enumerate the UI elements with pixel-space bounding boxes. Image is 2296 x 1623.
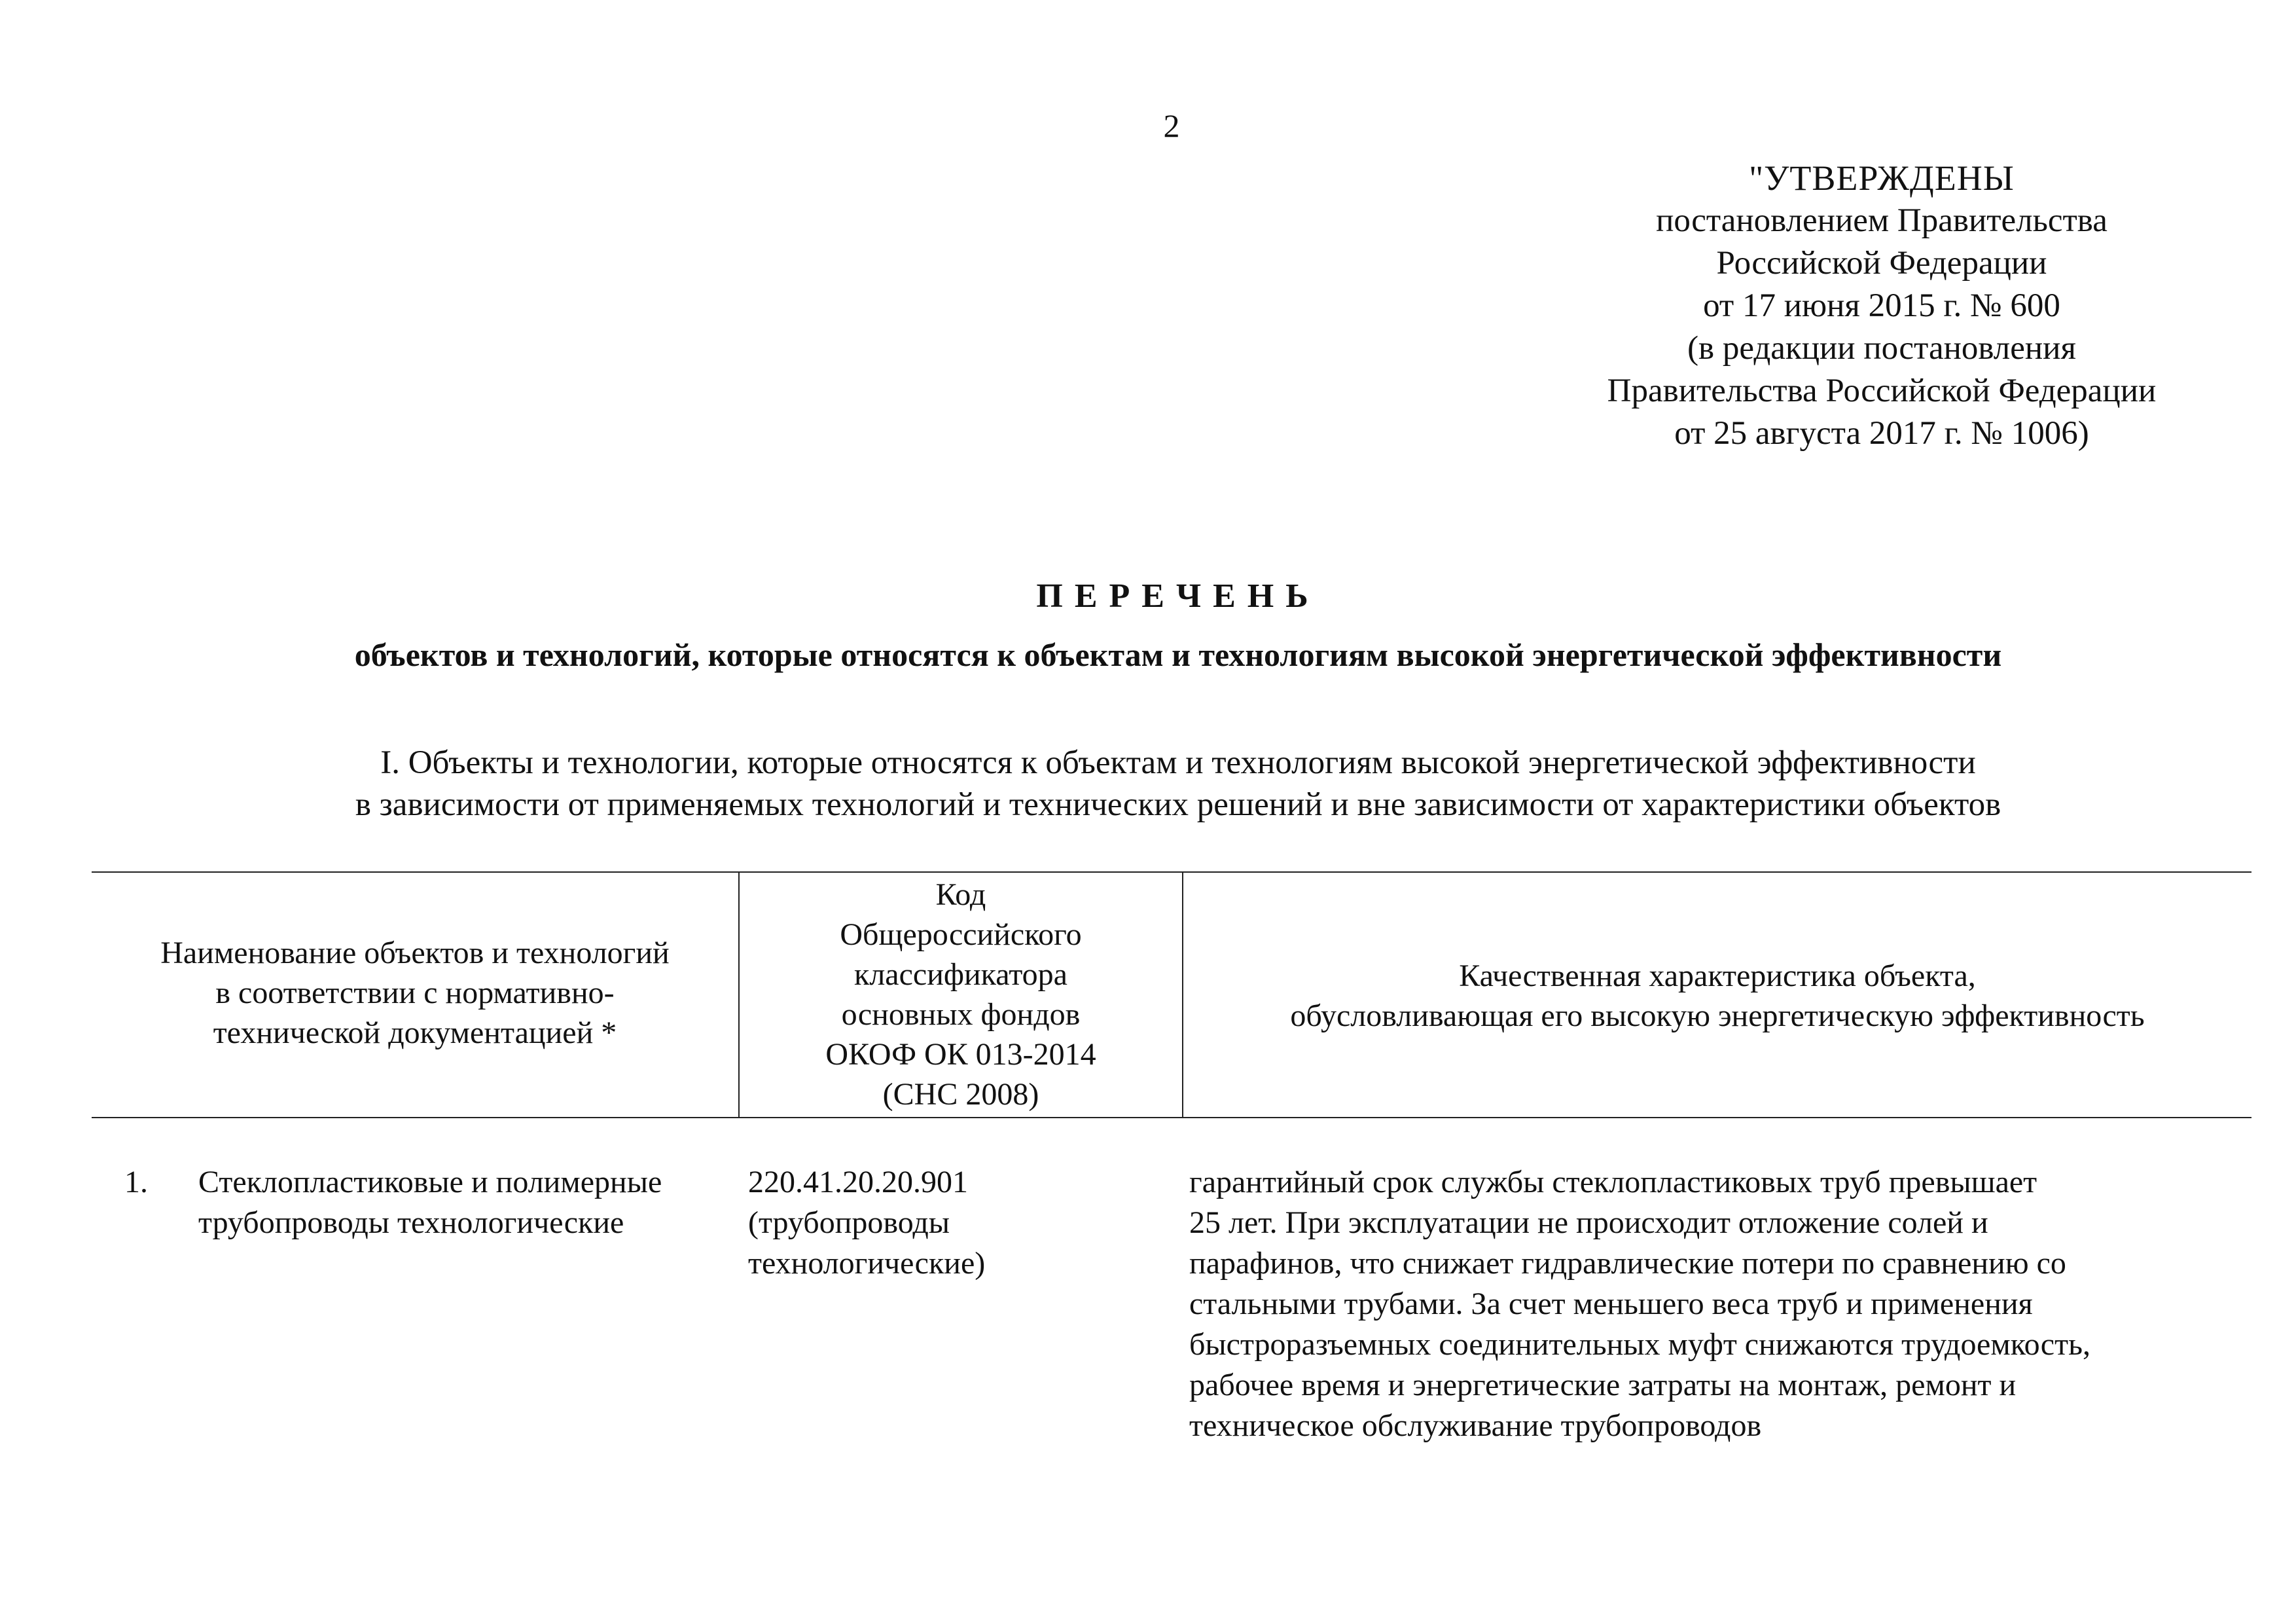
header-line: Наименование объектов и технологий (160, 936, 670, 970)
approval-line: от 25 августа 2017 г. № 1006) (1674, 415, 2089, 452)
header-line: Качественная характеристика объекта, (1459, 958, 1976, 993)
header-line: Код (935, 877, 986, 912)
approval-line: Правительства Российской Федерации (1607, 373, 2157, 409)
cell-line: 220.41.20.20.901 (748, 1165, 968, 1199)
header-line: Общероссийского (840, 917, 1082, 952)
cell-line: рабочее время и энергетические затраты на монтаж, ремонт и (1189, 1368, 2017, 1402)
section-heading-line: I. Объекты и технологии, которые относятся к объектам и технологиям высокой энергетической эффективности (380, 744, 1976, 781)
cell-line: парафинов, что снижает гидравлические потери по сравнению со (1189, 1246, 2066, 1281)
header-line: классификатора (854, 957, 1067, 992)
cell-line: Стеклопластиковые и полимерные (198, 1165, 662, 1199)
document-title: ПЕРЕЧЕНЬ (1036, 577, 1320, 615)
approval-line: постановлением Правительства (1656, 202, 2108, 239)
approval-title: "УТВЕРЖДЕНЫ (1749, 158, 2015, 198)
approval-block (1525, 157, 2238, 455)
cell-line: (трубопроводы (748, 1205, 950, 1240)
header-line: обусловливающая его высокую энергетическую эффективность (1290, 998, 2145, 1033)
cell-line: 25 лет. При эксплуатации не происходит отложение солей и (1189, 1205, 1988, 1240)
header-line: ОКОФ ОК 013-2014 (825, 1037, 1096, 1072)
table-row-name (198, 1162, 662, 1243)
header-characteristic-column (1183, 956, 2251, 1036)
approval-line: от 17 июня 2015 г. № 600 (1703, 287, 2060, 324)
document-subtitle: объектов и технологий, которые относятся к объектам и технологиям высокой энергетической эффективности (354, 636, 2002, 673)
page-number: 2 (1163, 107, 1180, 144)
cell-line: стальными трубами. За счет меньшего веса труб и применения (1189, 1286, 2033, 1321)
table-row-code (748, 1162, 985, 1284)
cell-line: трубопроводы технологические (198, 1205, 624, 1240)
approval-line: Российской Федерации (1716, 245, 2047, 282)
cell-line: техническое обслуживание трубопроводов (1189, 1408, 1762, 1443)
cell-line: гарантийный срок службы стеклопластиковых труб превышает (1189, 1165, 2037, 1199)
table-row-number: 1. (124, 1165, 148, 1199)
approval-line: (в редакции постановления (1687, 330, 2076, 367)
header-name-column (92, 933, 738, 1053)
cell-line: технологические) (748, 1246, 986, 1281)
table-top-rule (92, 871, 2251, 873)
header-line: технической документацией * (213, 1015, 617, 1050)
table-row-characteristic (1189, 1162, 2090, 1446)
header-line: основных фондов (841, 997, 1081, 1032)
header-line: в соответствии с нормативно- (215, 976, 615, 1010)
section-heading-line: в зависимости от применяемых технологий и технических решений и вне зависимости от характеристики объектов (355, 786, 2001, 823)
section-heading (131, 742, 2225, 826)
header-line: (СНС 2008) (882, 1077, 1039, 1112)
header-code-column (740, 875, 1182, 1114)
table-header-bottom-rule (92, 1117, 2251, 1118)
cell-line: быстроразъемных соединительных муфт снижаются трудоемкость, (1189, 1327, 2090, 1362)
